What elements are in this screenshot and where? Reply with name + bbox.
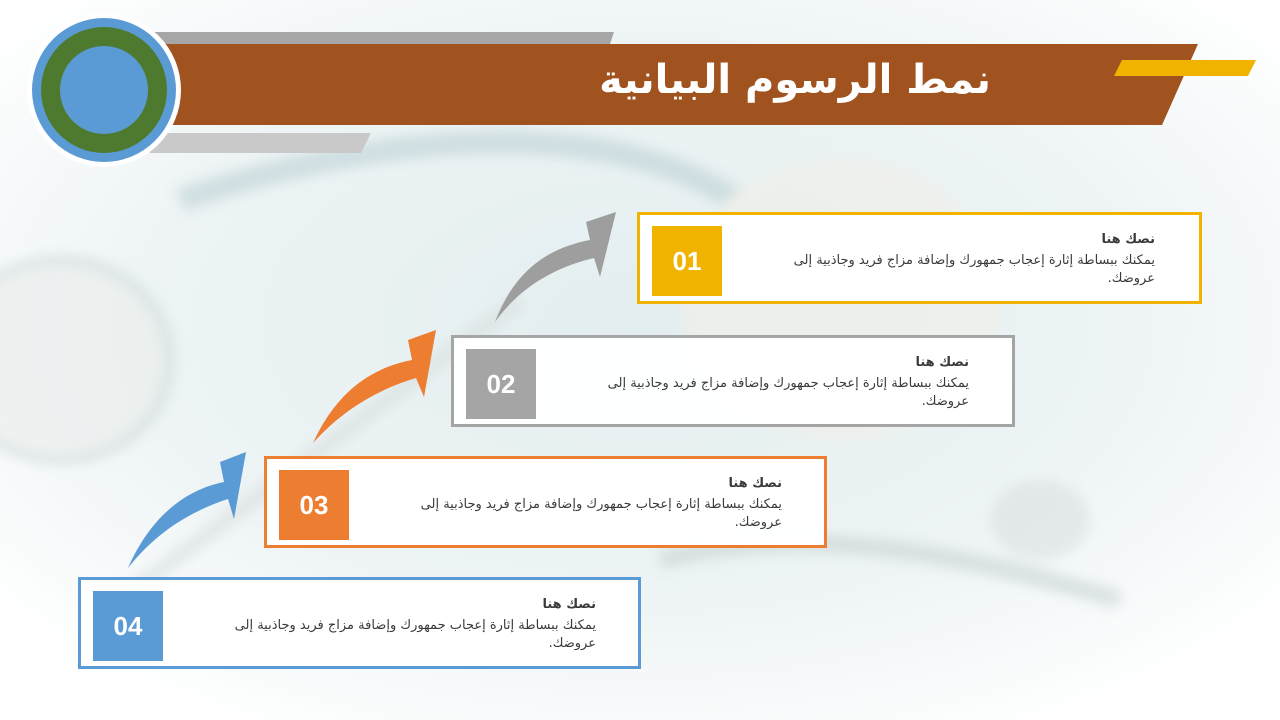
step-box-01 — [637, 212, 1202, 304]
step-number-badge: 04 — [93, 591, 163, 661]
header-yellow-accent — [1114, 60, 1256, 76]
step-number-badge: 03 — [279, 470, 349, 540]
step-box-02 — [451, 335, 1015, 427]
slide-title: نمط الرسوم البيانية — [599, 57, 991, 103]
step-text: يمكنك ببساطة إثارة إعجاب جمهورك وإضافة مزاج فريد وجاذبية إلى عروضك. — [234, 618, 596, 651]
step-heading: نصك هنا — [542, 597, 596, 612]
step-box-03 — [264, 456, 827, 548]
step-heading: نصك هنا — [1101, 232, 1155, 247]
step-text: يمكنك ببساطة إثارة إعجاب جمهورك وإضافة مزاج فريد وجاذبية إلى عروضك. — [793, 253, 1155, 286]
logo-circle-inner — [60, 46, 148, 134]
step-number-badge: 02 — [466, 349, 536, 419]
step-heading: نصك هنا — [915, 355, 969, 370]
step-text: يمكنك ببساطة إثارة إعجاب جمهورك وإضافة مزاج فريد وجاذبية إلى عروضك. — [607, 376, 969, 409]
step-number-badge: 01 — [652, 226, 722, 296]
step-heading: نصك هنا — [728, 476, 782, 491]
step-text: يمكنك ببساطة إثارة إعجاب جمهورك وإضافة مزاج فريد وجاذبية إلى عروضك. — [420, 497, 782, 530]
header-light-gray-bar — [150, 133, 371, 153]
step-box-04 — [78, 577, 641, 669]
